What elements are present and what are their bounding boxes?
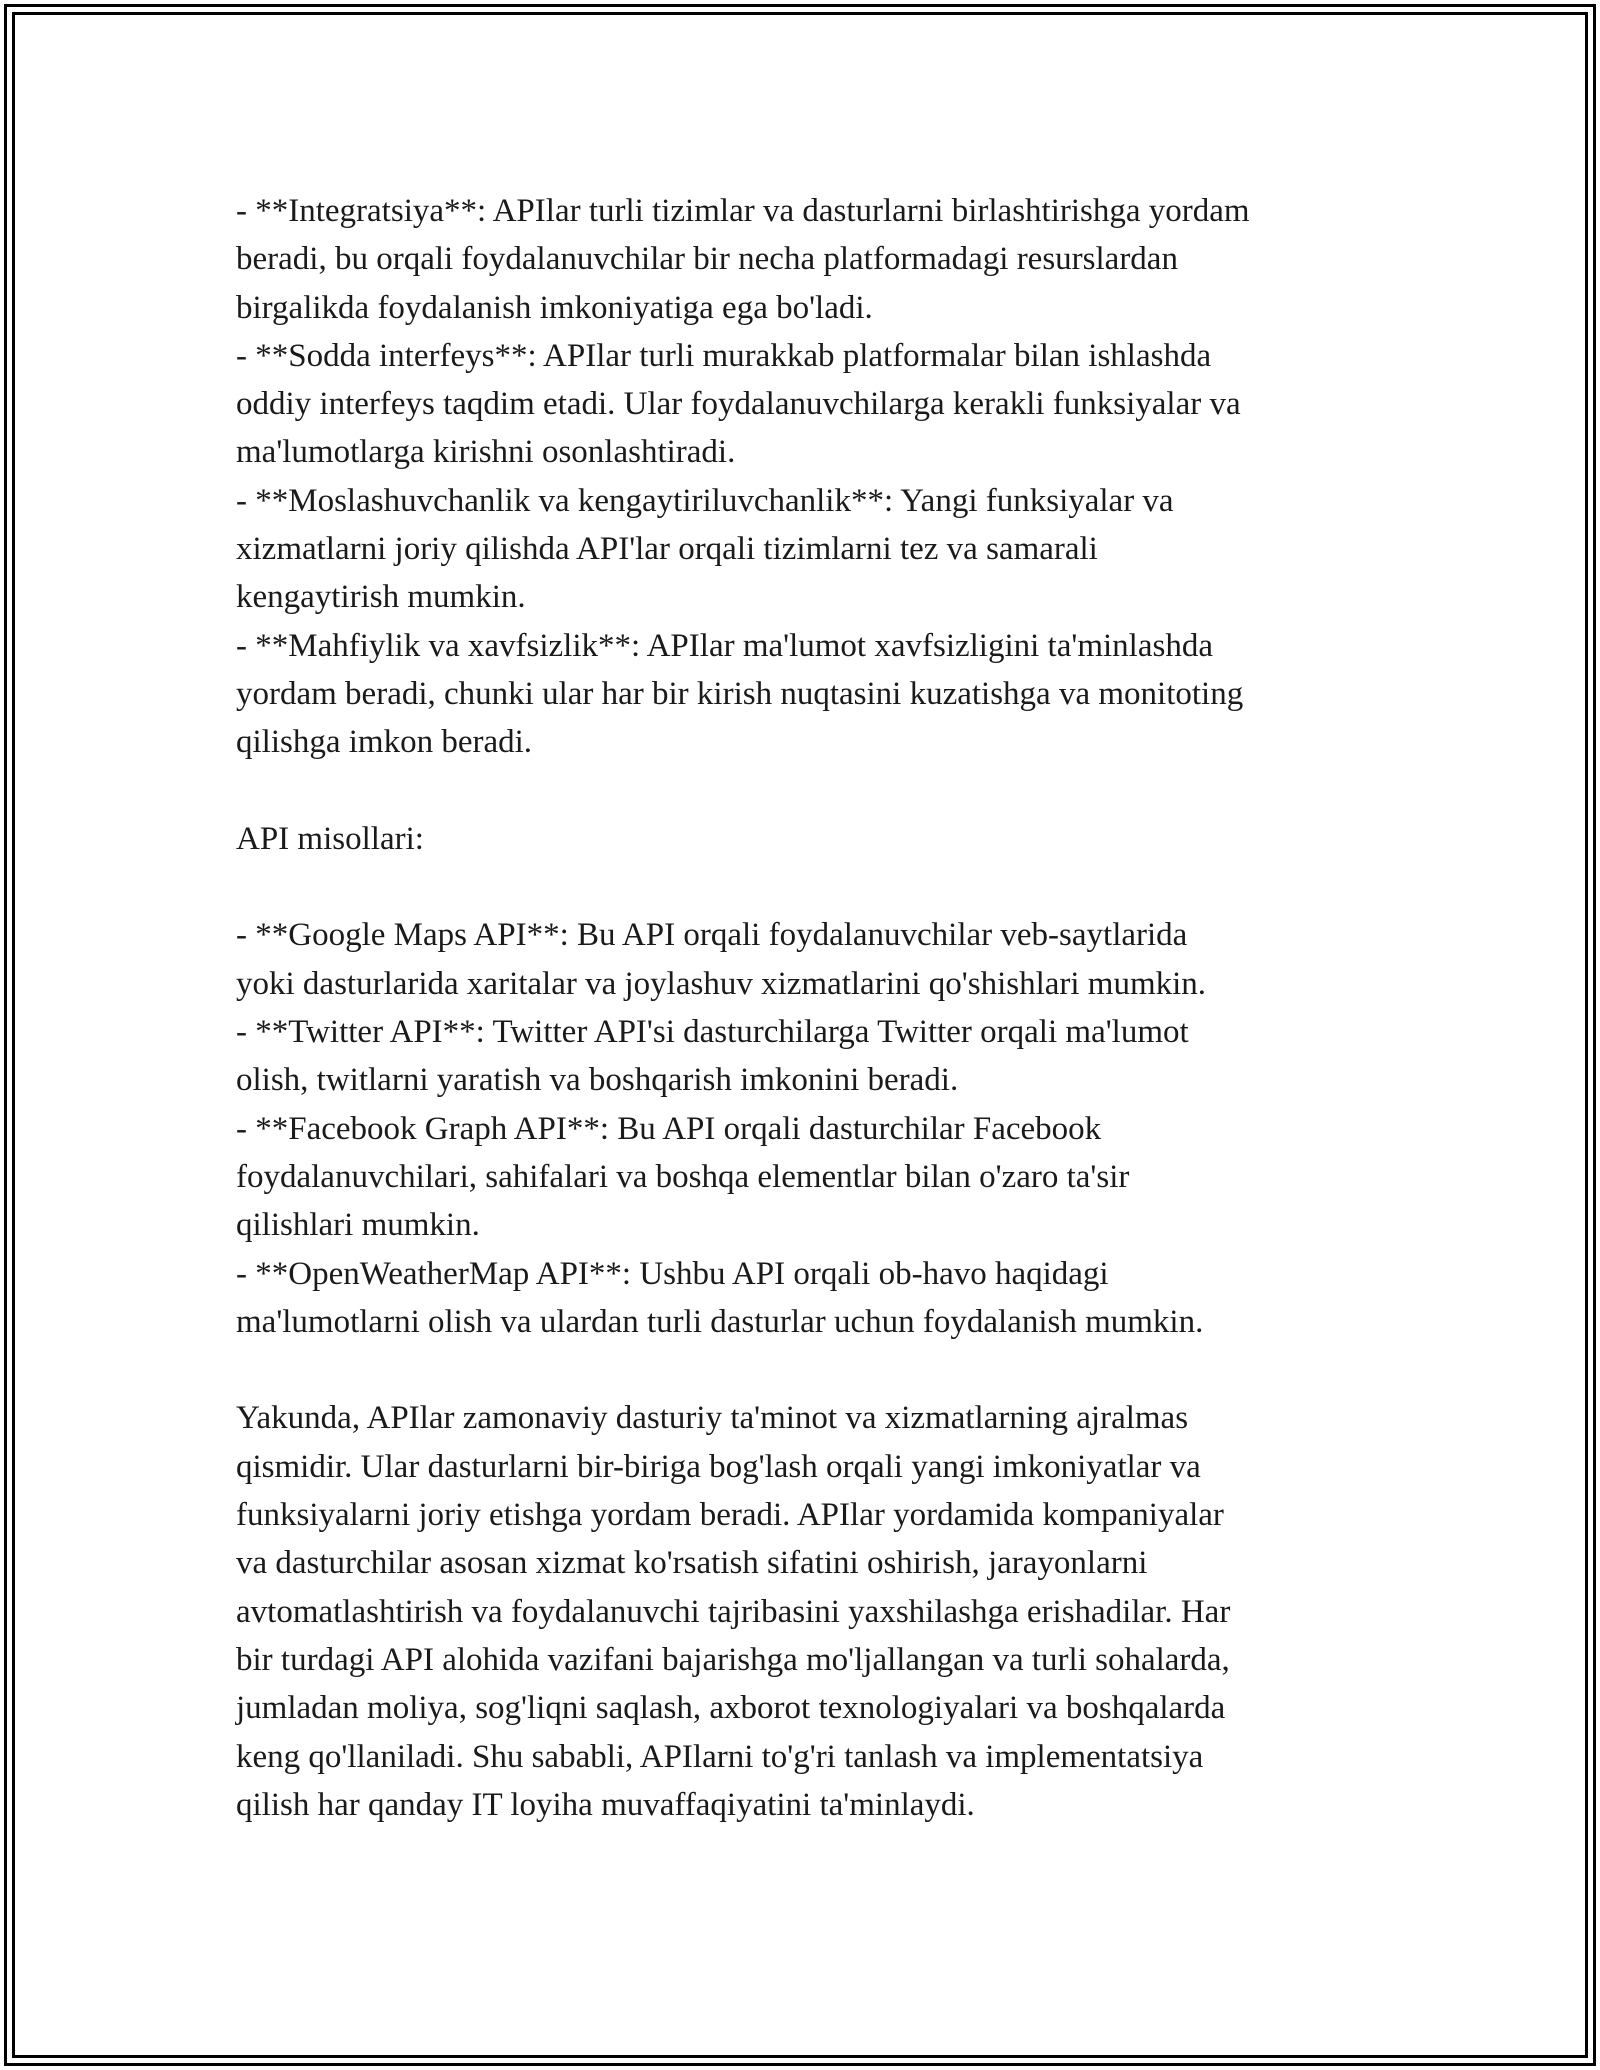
text-line: bir turdagi API alohida vazifani bajarishga mo'ljallangan va turli sohalarda, bbox=[236, 1641, 1230, 1678]
text-line: - **OpenWeatherMap API**: Ushbu API orqali ob-havo haqidagi bbox=[236, 1255, 1109, 1292]
text-line: beradi, bu orqali foydalanuvchilar bir necha platformadagi resurslardan bbox=[236, 241, 1178, 278]
text-line: Yakunda, APIlar zamonaviy dasturiy ta'minot va xizmatlarning ajralmas bbox=[236, 1400, 1189, 1437]
text-line: qilish har qanday IT loyiha muvaffaqiyatini ta'minlaydi. bbox=[236, 1786, 975, 1823]
text-line: jumladan moliya, sog'liqni saqlash, axborot texnologiyalari va boshqalarda bbox=[236, 1690, 1226, 1727]
text-line: - **Facebook Graph API**: Bu API orqali dasturchilar Facebook bbox=[236, 1110, 1102, 1147]
text-line: yordam beradi, chunki ular har bir kirish nuqtasini kuzatishga va monitoting bbox=[236, 675, 1244, 712]
paragraph-gap bbox=[236, 1346, 1376, 1394]
text-line: qilishlari mumkin. bbox=[236, 1207, 480, 1244]
text-line: keng qo'llaniladi. Shu sababli, APIlarni to'g'ri tanlash va implementatsiya bbox=[236, 1738, 1204, 1775]
text-line: kengaytirish mumkin. bbox=[236, 579, 526, 616]
paragraph-gap bbox=[236, 863, 1376, 911]
text-line: xizmatlarni joriy qilishda API'lar orqali tizimlarni tez va samarali bbox=[236, 531, 1098, 568]
examples-heading: API misollari: bbox=[236, 820, 424, 857]
examples-list bbox=[236, 911, 1376, 1346]
benefits-list bbox=[236, 187, 1376, 767]
text-line: oddiy interfeys taqdim etadi. Ular foydalanuvchilarga kerakli funksiyalar va bbox=[236, 386, 1241, 423]
text-line: qilishga imkon beradi. bbox=[236, 724, 533, 761]
conclusion-paragraph bbox=[236, 1394, 1376, 1829]
text-line: olish, twitlarni yaratish va boshqarish imkonini beradi. bbox=[236, 1062, 959, 1099]
text-line: foydalanuvchilari, sahifalari va boshqa elementlar bilan o'zaro ta'sir bbox=[236, 1158, 1130, 1195]
text-line: - **Google Maps API**: Bu API orqali foydalanuvchilar veb-saytlarida bbox=[236, 917, 1188, 954]
text-line: - **Twitter API**: Twitter API'si dasturchilarga Twitter orqali ma'lumot bbox=[236, 1014, 1189, 1051]
text-line: yoki dasturlarida xaritalar va joylashuv xizmatlarini qo'shishlari mumkin. bbox=[236, 965, 1207, 1002]
text-line: - **Sodda interfeys**: APIlar turli murakkab platformalar bilan ishlashda bbox=[236, 337, 1212, 374]
text-line: va dasturchilar asosan xizmat ko'rsatish sifatini oshirish, jarayonlarni bbox=[236, 1545, 1148, 1582]
text-line: ma'lumotlarga kirishni osonlashtiradi. bbox=[236, 434, 736, 471]
text-line: - **Integratsiya**: APIlar turli tizimlar va dasturlarni birlashtirishga yordam bbox=[236, 193, 1250, 229]
text-line: qismidir. Ular dasturlarni bir-biriga bog'lash orqali yangi imkoniyatlar va bbox=[236, 1448, 1201, 1485]
text-line: birgalikda foydalanish imkoniyatiga ega bo'ladi. bbox=[236, 289, 873, 326]
text-line: funksiyalarni joriy etishga yordam beradi. APIlar yordamida kompaniyalar bbox=[236, 1497, 1224, 1534]
document-body bbox=[236, 187, 1376, 1829]
text-line: avtomatlashtirish va foydalanuvchi tajribasini yaxshilashga erishadilar. Har bbox=[236, 1593, 1231, 1630]
text-line: - **Moslashuvchanlik va kengaytiriluvchanlik**: Yangi funksiyalar va bbox=[236, 482, 1174, 519]
paragraph-gap bbox=[236, 767, 1376, 815]
text-line: ma'lumotlarni olish va ulardan turli dasturlar uchun foydalanish mumkin. bbox=[236, 1303, 1204, 1340]
text-line: - **Mahfiylik va xavfsizlik**: APIlar ma'lumot xavfsizligini ta'minlashda bbox=[236, 627, 1213, 664]
